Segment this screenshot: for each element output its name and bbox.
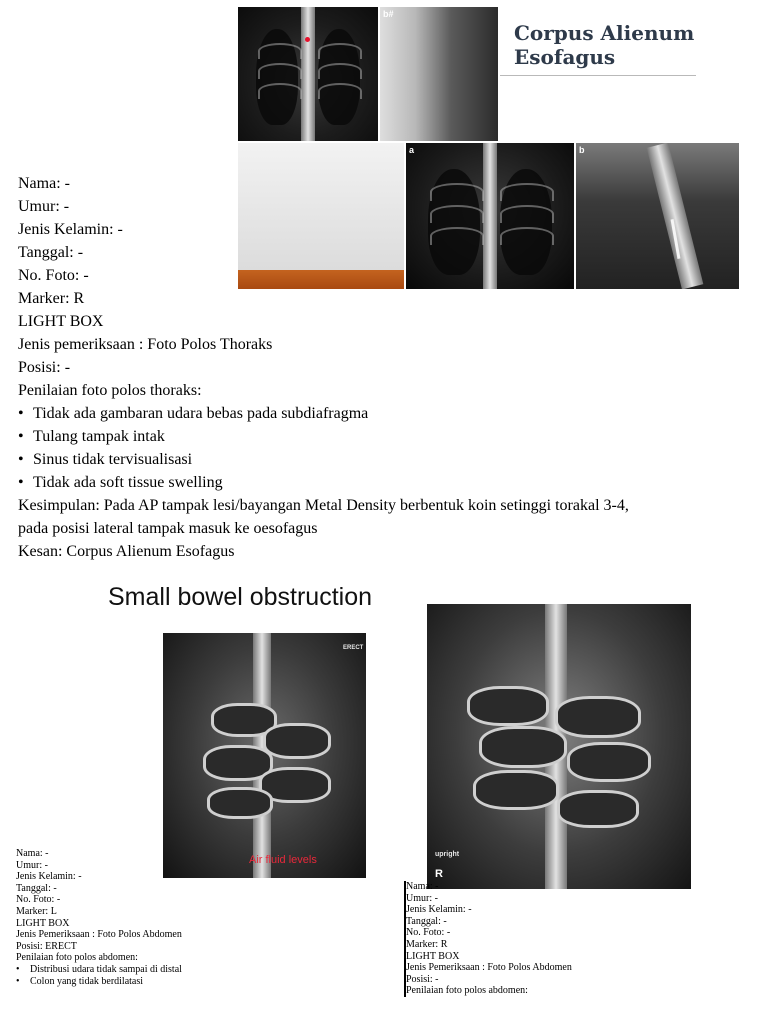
slide-title: Small bowel obstruction	[108, 583, 373, 611]
abdomen-xray-erect-image	[163, 633, 366, 878]
marker-r-label: R	[435, 868, 443, 880]
chest-xray-lateral-image	[380, 7, 498, 141]
finding-item: • Sinus tidak tervisualisasi	[18, 451, 193, 468]
slide-title: Corpus Alienum Esofagus	[514, 21, 695, 69]
field-tanggal: Tanggal: -	[16, 882, 57, 894]
kesimpulan-line: pada posisi lateral tampak masuk ke oesofagus	[18, 520, 318, 537]
kesan: Kesan: Corpus Alienum Esofagus	[18, 543, 235, 560]
field-jenis-kelamin: Jenis Kelamin: -	[16, 871, 82, 883]
panel-label: b	[579, 145, 585, 155]
field-posisi: Posisi: -	[406, 973, 439, 985]
finding-item: • Tulang tampak intak	[18, 428, 165, 445]
finding-item: • Tidak ada soft tissue swelling	[18, 474, 223, 491]
field-tanggal: Tanggal: -	[18, 244, 84, 261]
field-umur: Umur: -	[18, 198, 70, 215]
field-nama: Nama: -	[18, 175, 70, 192]
abdomen-xray-upright-image	[427, 604, 691, 889]
field-tanggal: Tanggal: -	[406, 915, 447, 927]
field-no-foto: No. Foto: -	[406, 927, 451, 939]
field-light-box: LIGHT BOX	[18, 313, 104, 330]
field-posisi: Posisi: -	[18, 359, 71, 376]
chest-xray-ap-image	[238, 7, 378, 141]
finding-item: • Tidak ada gambaran udara bebas pada subdiafragma	[18, 405, 369, 422]
field-marker: Marker: R	[406, 938, 448, 950]
report-abdomen-erect	[16, 848, 396, 987]
penilaian-heading: Penilaian foto polos thoraks:	[18, 382, 202, 399]
field-umur: Umur: -	[16, 859, 48, 871]
report-thorax	[18, 172, 763, 563]
report-abdomen-upright	[404, 881, 766, 997]
field-light-box: LIGHT BOX	[16, 917, 70, 929]
field-no-foto: No. Foto: -	[18, 267, 89, 284]
upright-label: upright	[435, 851, 460, 858]
field-jenis-pemeriksaan: Jenis Pemeriksaan : Foto Polos Abdomen	[406, 962, 572, 974]
field-no-foto: No. Foto: -	[16, 894, 61, 906]
penilaian-heading: Penilaian foto polos abdomen:	[406, 985, 528, 997]
title-underline	[500, 75, 696, 76]
field-jenis-pemeriksaan: Jenis pemeriksaan : Foto Polos Thoraks	[18, 336, 273, 353]
field-marker: Marker: R	[18, 290, 85, 307]
air-fluid-levels-label: Air fluid levels	[249, 854, 317, 866]
penilaian-heading: Penilaian foto polos abdomen:	[16, 952, 138, 964]
field-nama: Nama: -	[16, 848, 49, 859]
panel-label: b#	[383, 9, 394, 19]
erect-label: ERECT	[343, 645, 364, 651]
kesimpulan-line: Kesimpulan: Pada AP tampak lesi/bayangan Metal Density berbentuk koin setinggi torakal 3-4,	[18, 497, 629, 514]
field-umur: Umur: -	[406, 892, 438, 904]
panel-label: a	[409, 145, 415, 155]
finding-item: • Distribusi udara tidak sampai di distal	[16, 963, 182, 975]
coin-foreign-body-marker	[305, 37, 310, 42]
field-jenis-pemeriksaan: Jenis Pemeriksaan : Foto Polos Abdomen	[16, 929, 182, 941]
field-jenis-kelamin: Jenis Kelamin: -	[406, 904, 472, 916]
field-light-box: LIGHT BOX	[406, 950, 460, 962]
finding-item: • Colon yang tidak berdilatasi	[16, 975, 144, 987]
slide-small-bowel-obstruction	[100, 575, 700, 895]
field-nama: Nama: -	[406, 881, 439, 892]
field-posisi: Posisi: ERECT	[16, 940, 77, 952]
field-jenis-kelamin: Jenis Kelamin: -	[18, 221, 123, 238]
field-marker: Marker: L	[16, 905, 57, 917]
